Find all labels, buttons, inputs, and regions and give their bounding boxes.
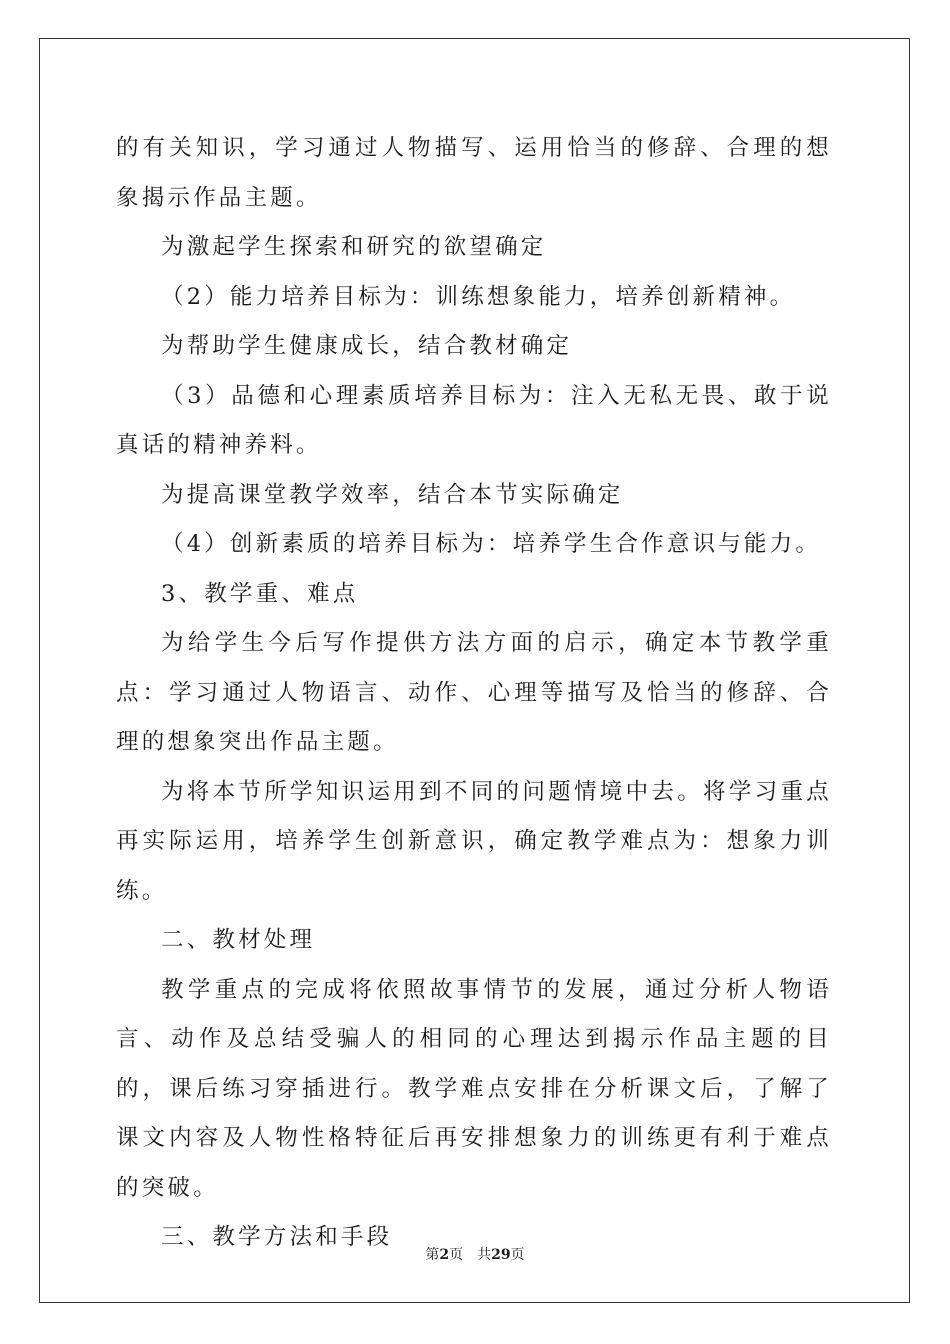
- paragraph: 为提高课堂教学效率，结合本节实际确定: [161, 481, 624, 508]
- paragraph: 为给学生今后写作提供方法方面的启示，确定本节教学重点：学习通过人物语言、动作、心理等描写及恰当的修辞、合理的想象突出作品主题。: [116, 630, 832, 755]
- total-suffix: 页: [510, 1247, 525, 1263]
- total-prefix: 共: [477, 1247, 492, 1263]
- paragraph: （4）创新素质的培养目标为：培养学生合作意识与能力。: [161, 531, 822, 557]
- paragraph: 的有关知识，学习通过人物描写、运用恰当的修辞、合理的想象揭示作品主题。: [116, 135, 832, 211]
- paragraph: （3）品德和心理素质培养目标为：注入无私无畏、敢于说真话的精神养料。: [116, 382, 832, 458]
- paragraph: （2）能力培养目标为：训练想象能力，培养创新精神。: [161, 283, 796, 310]
- paragraph: 为将本节所学知识运用到不同的问题情境中去。将学习重点再实际运用，培养学生创新意识，确定教学难点为：想象力训练。: [116, 778, 832, 904]
- page-suffix: 页: [449, 1247, 464, 1263]
- document-body: [116, 124, 832, 1263]
- paragraph: 为激起学生探索和研究的欲望确定: [161, 234, 547, 260]
- paragraph: 为帮助学生健康成长，结合教材确定: [161, 333, 573, 359]
- page-number: 2: [439, 1247, 450, 1263]
- page-footer: [0, 1245, 950, 1265]
- paragraph: 教学重点的完成将依照故事情节的发展，通过分析人物语言、动作及总结受骗人的相同的心理达到揭示作品主题的目的，课后练习穿插进行。教学难点安排在分析课文后，了解了课文内容及人物性格特征后再安排想象力的训练更有利于难点的突破。: [116, 976, 832, 1201]
- section-heading: 二、教材处理: [161, 927, 316, 953]
- page-prefix: 第: [425, 1247, 440, 1263]
- section-heading: 3、教学重、难点: [161, 580, 359, 607]
- section-heading: 三、教学方法和手段: [161, 1224, 393, 1250]
- total-pages: 29: [491, 1247, 511, 1263]
